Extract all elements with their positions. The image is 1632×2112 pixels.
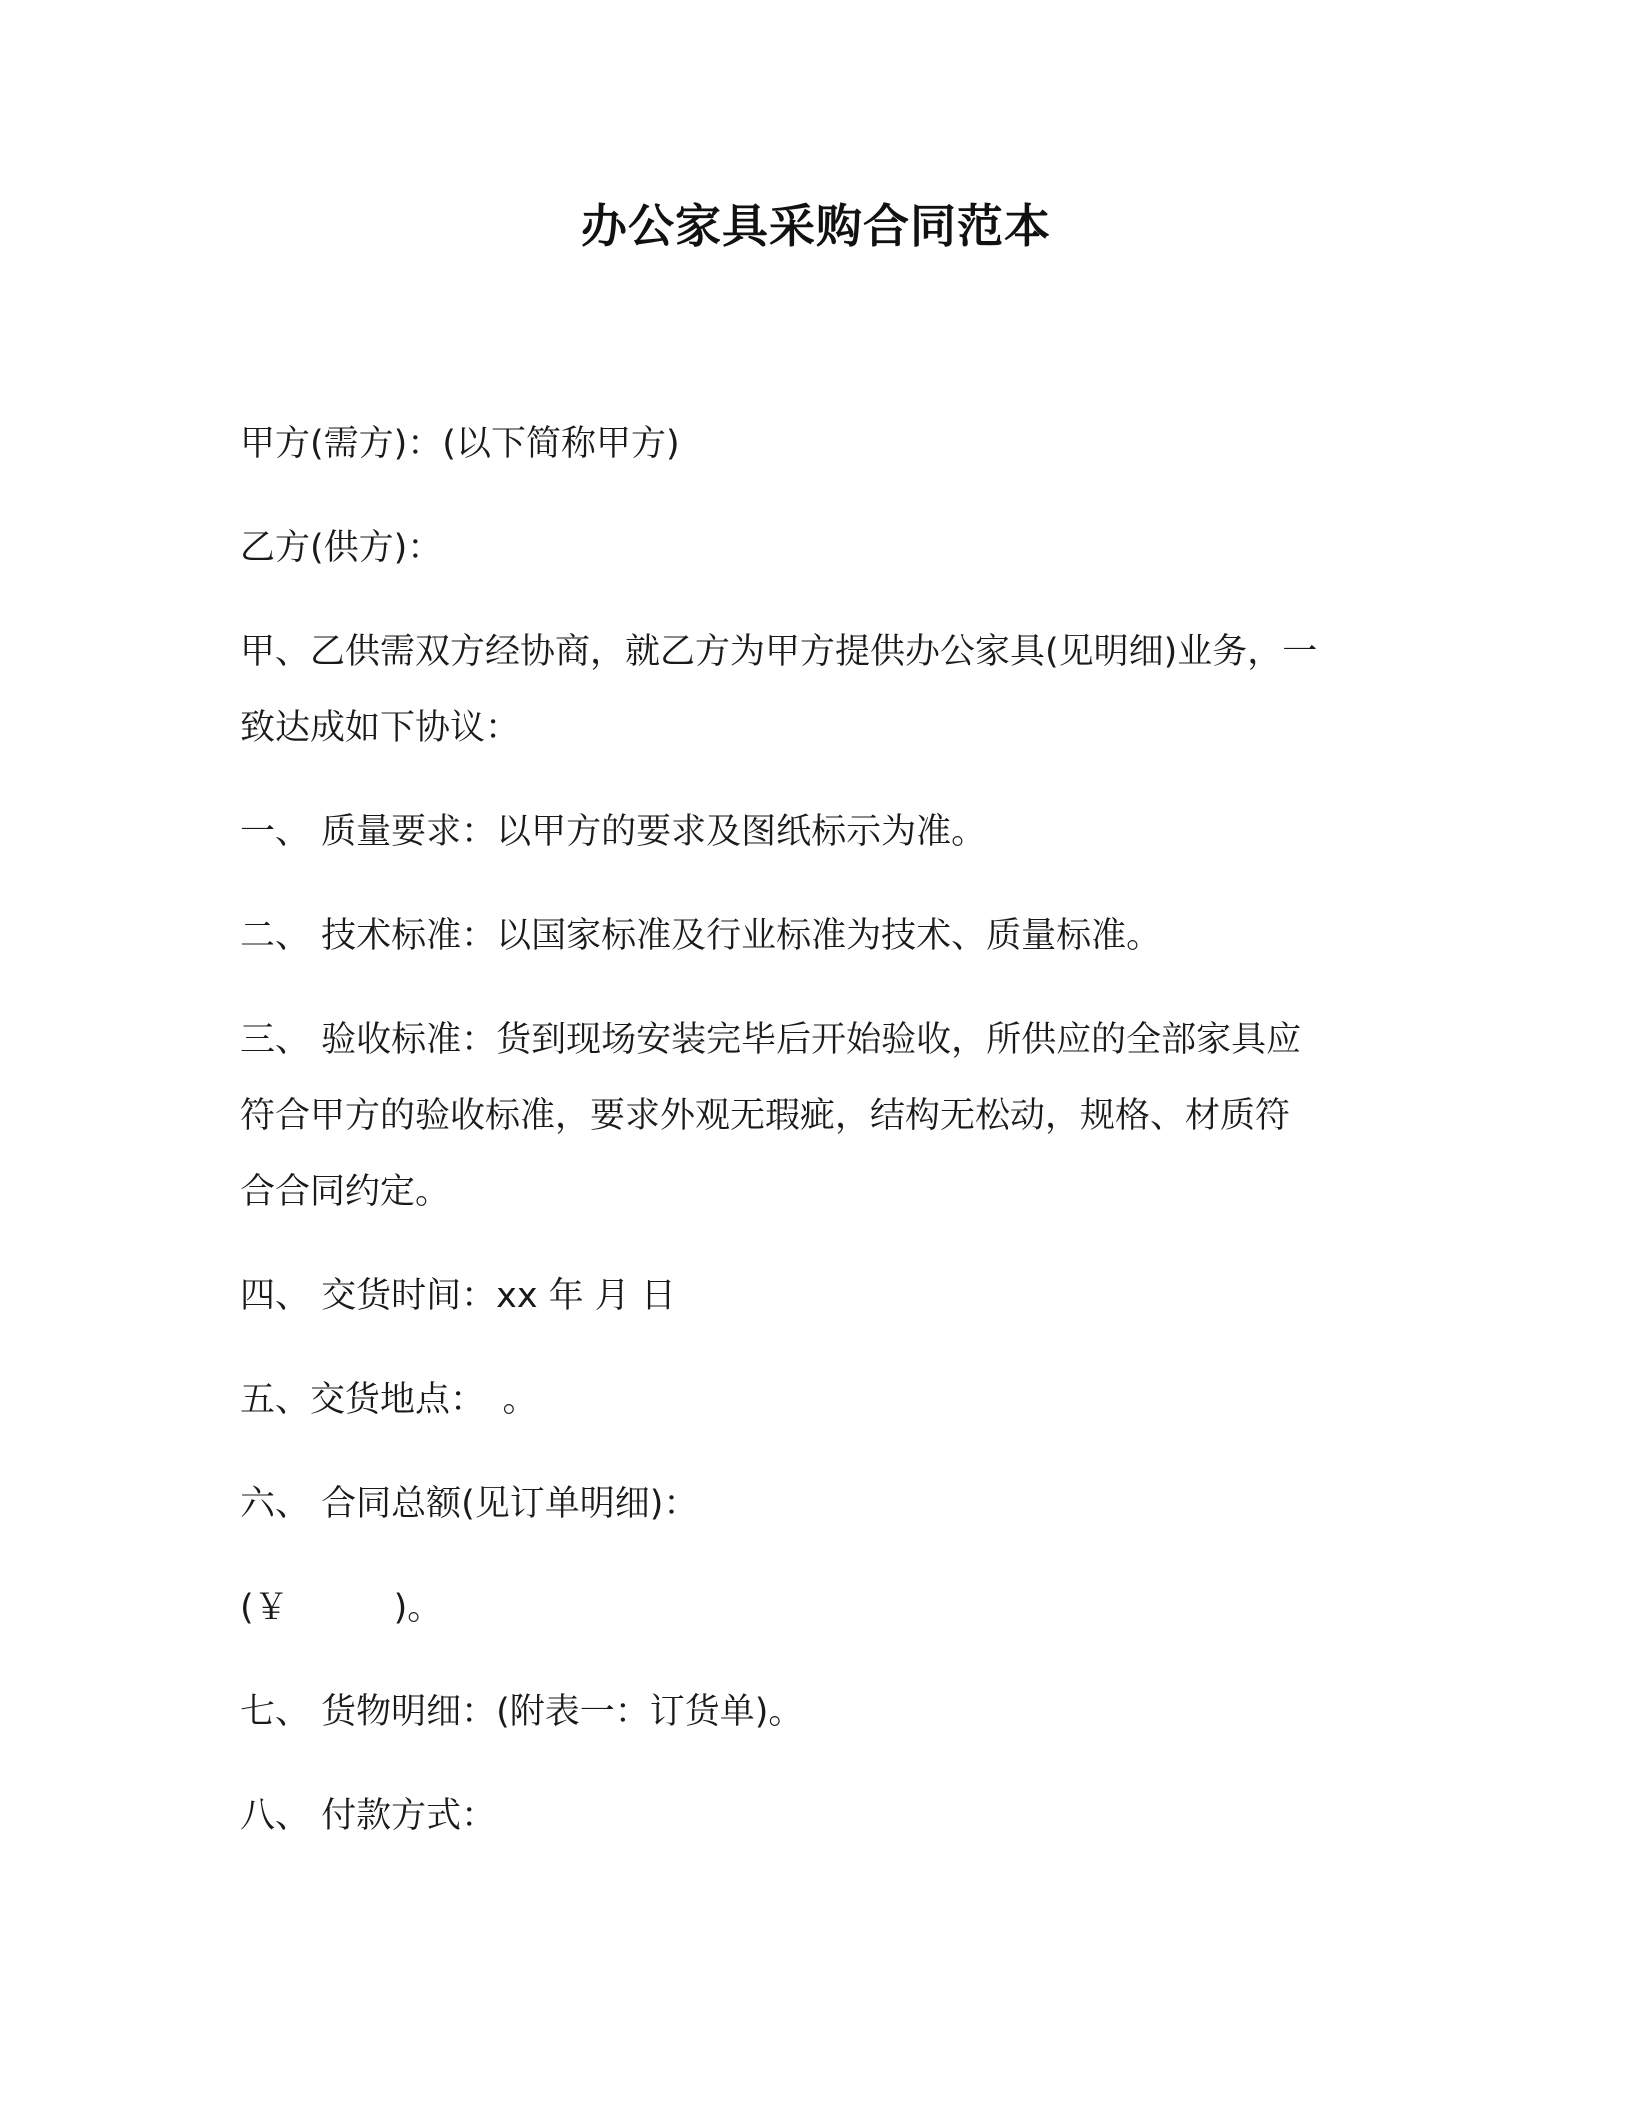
clause-1-quality: 一、 质量要求：以甲方的要求及图纸标示为准。: [240, 812, 987, 852]
clause-5-delivery-place: 五、交货地点： 。: [240, 1380, 538, 1420]
clause-8-payment: 八、 付款方式：: [240, 1796, 497, 1836]
clause-3-acceptance-line-3: 合合同约定。: [240, 1172, 451, 1212]
clause-4-delivery-time: 四、 交货时间：xx 年 月 日: [240, 1276, 676, 1316]
party-a-line: 甲方(需方)：(以下简称甲方): [240, 424, 680, 464]
party-b-line: 乙方(供方)：: [240, 528, 443, 568]
preamble-line-1: 甲、乙供需双方经协商，就乙方为甲方提供办公家具(见明细)业务，一: [240, 632, 1318, 672]
clause-2-standard: 二、 技术标准：以国家标准及行业标准为技术、质量标准。: [240, 916, 1162, 956]
clause-6-amount-value: (￥ )。: [240, 1588, 443, 1628]
clause-7-goods-detail: 七、 货物明细：(附表一：订货单)。: [240, 1692, 804, 1732]
clause-3-acceptance-line-2: 符合甲方的验收标准，要求外观无瑕疵，结构无松动，规格、材质符: [240, 1096, 1291, 1136]
preamble-line-2: 致达成如下协议：: [240, 708, 521, 748]
clause-3-acceptance-line-1: 三、 验收标准：货到现场安装完毕后开始验收，所供应的全部家具应: [240, 1020, 1302, 1060]
clause-6-total-amount: 六、 合同总额(见订单明细)：: [240, 1484, 699, 1524]
document-title: 办公家具采购合同范本: [581, 199, 1051, 253]
